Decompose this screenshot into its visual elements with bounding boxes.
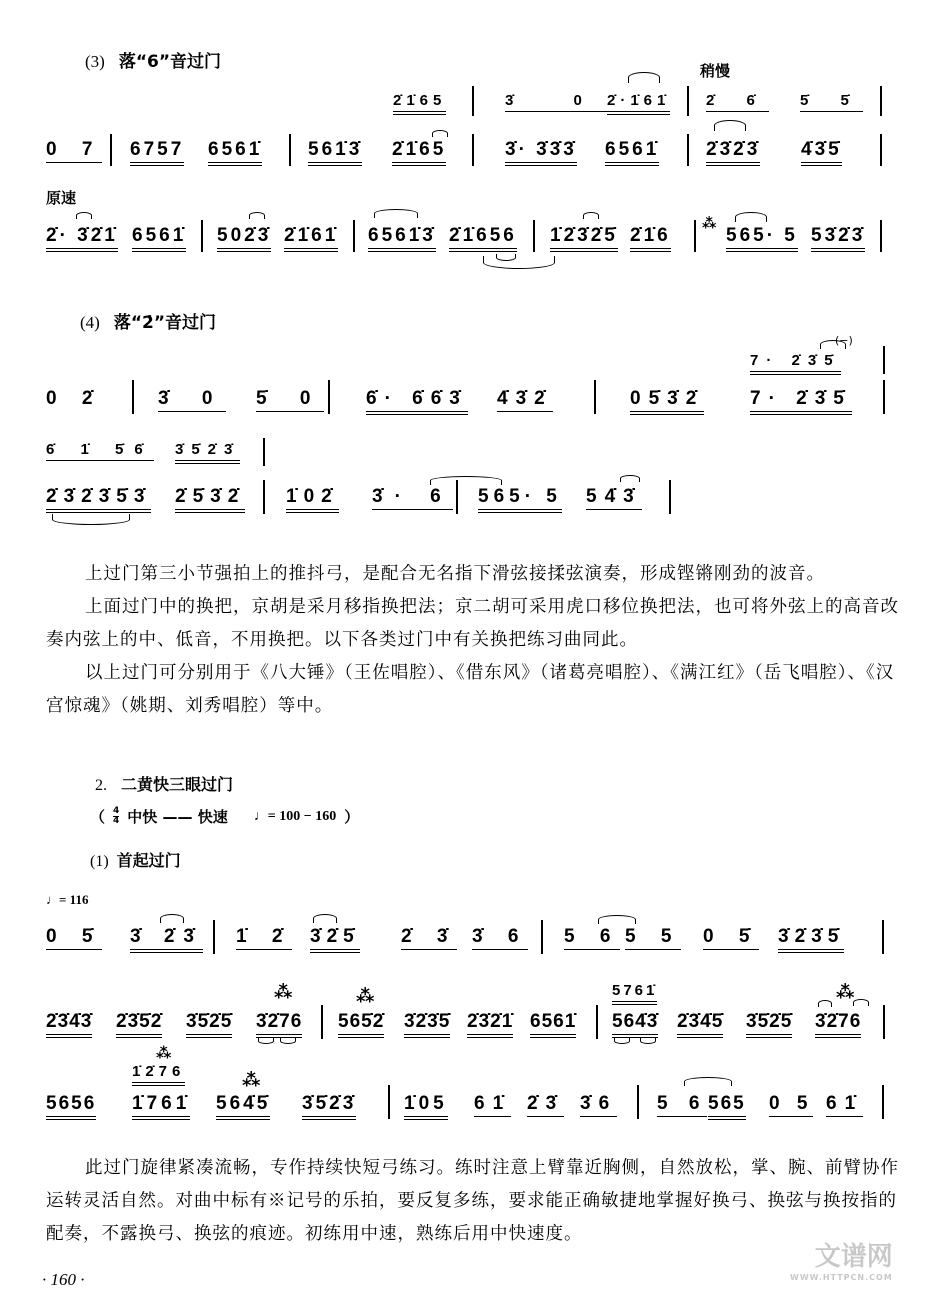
barline bbox=[687, 134, 689, 166]
slur bbox=[640, 1038, 656, 1044]
barline bbox=[321, 1005, 323, 1039]
star-mark: ⁂ bbox=[836, 982, 855, 1003]
barline bbox=[596, 1005, 598, 1039]
note-group: 3̇6 bbox=[580, 1093, 617, 1115]
note-group: 3̇ 0 bbox=[158, 388, 226, 410]
note-group: 1̇2̇3̇2̇5̇ bbox=[550, 225, 618, 247]
barline bbox=[533, 220, 535, 252]
note-group: 2̇5̇3̇2̇ bbox=[175, 486, 245, 508]
slur bbox=[280, 1038, 296, 1044]
note-group: 6757 bbox=[130, 139, 184, 161]
star-mark: ⁂ bbox=[702, 216, 717, 232]
note-group: 3̇2̇5̇ bbox=[310, 926, 360, 948]
slur bbox=[614, 1038, 630, 1044]
slur bbox=[483, 256, 555, 269]
barline bbox=[880, 220, 882, 252]
note-group: 6561̇ bbox=[530, 1011, 576, 1033]
barline bbox=[472, 86, 474, 116]
note-group: 1̇02̇ bbox=[286, 486, 339, 508]
note-group: 565· 5 bbox=[478, 486, 562, 508]
watermark-url: WWW.HTTPCN.COM bbox=[790, 1273, 893, 1282]
note-group: 6561̇ bbox=[605, 139, 659, 161]
slur bbox=[52, 514, 130, 525]
section-4-heading bbox=[80, 308, 216, 333]
note-group: 3̇2̇76 bbox=[815, 1011, 861, 1033]
barline bbox=[880, 86, 882, 116]
slur bbox=[818, 1000, 832, 1007]
note-group: 53̇2̇3̇ bbox=[811, 225, 865, 247]
slur bbox=[432, 130, 448, 137]
note-group: 2̇1̇6 bbox=[630, 225, 671, 247]
slur bbox=[430, 476, 502, 485]
slur bbox=[249, 212, 265, 219]
paragraph: 上面过门中的换把，京胡是采月移指换把法；京二胡可采用虎口移位换把法，也可将外弦上的高音改奏内弦上的中、低音，不用换把。以下各类过门中有关换把练习曲同此。 bbox=[46, 597, 899, 650]
paragraph: 上过门第三小节强拍上的推抖弓，是配合无名指下滑弦接揉弦演奏，形成铿锵刚劲的波音。 bbox=[85, 564, 825, 584]
note-group: 2̇3̇4̇5̇ bbox=[677, 1011, 723, 1033]
note-group: 1̇2̇76 bbox=[132, 1063, 185, 1081]
note-group: 2̇3̇5̇2̇ bbox=[116, 1011, 162, 1033]
note-group: 3̇5̇2̇3̇ bbox=[302, 1093, 356, 1115]
watermark-logo bbox=[790, 1236, 893, 1282]
barline bbox=[669, 480, 671, 514]
section-2-number: 2. bbox=[95, 777, 107, 794]
note-group: 2̇· 3̇2̇1̇ bbox=[46, 225, 118, 247]
note-group: 561̇3̇ bbox=[308, 139, 362, 161]
note-group: 2̇3̇2̇3̇5̇3̇ bbox=[46, 486, 151, 508]
note-group: 1̇05 bbox=[404, 1093, 448, 1115]
note-group: 5656 bbox=[46, 1093, 96, 1115]
note-group: 6̇ 1̇ 5̇6̇ bbox=[46, 441, 154, 459]
note-group: 564̇3̇ bbox=[612, 1011, 658, 1033]
note-group: 565 bbox=[708, 1093, 746, 1115]
note-group: 6561̇ bbox=[132, 225, 186, 247]
barline bbox=[263, 438, 265, 466]
note-group: 0 2̇ bbox=[46, 388, 103, 409]
barline bbox=[694, 220, 696, 252]
slur bbox=[684, 1077, 732, 1086]
barline bbox=[353, 220, 355, 252]
barline bbox=[263, 480, 265, 514]
note-group: 3̇ 0 bbox=[505, 92, 610, 110]
barline bbox=[328, 380, 330, 414]
note-group: 3̇2̇76 bbox=[256, 1011, 302, 1033]
star-mark: ⁂ bbox=[274, 982, 293, 1003]
note-group: 5761̇ bbox=[612, 982, 657, 1000]
slur bbox=[853, 999, 869, 1006]
slur bbox=[76, 212, 92, 219]
barline bbox=[882, 920, 884, 954]
tempo-marking: ♩= 116 bbox=[46, 892, 89, 907]
note-group: 7· 2̇3̇5̇ bbox=[750, 388, 852, 410]
note-group: 1̇761̇ bbox=[132, 1093, 190, 1115]
note-group: 5 6 bbox=[657, 1093, 707, 1115]
tempo-line: （ 4 4 中快 —— 快速 ♩= 100 − 160 ） bbox=[90, 806, 360, 826]
note-group: 5 6 bbox=[564, 926, 620, 948]
section-3-heading bbox=[85, 47, 221, 72]
note-group: 5 5 bbox=[625, 926, 681, 948]
note-group: 4̇3̇5̇ bbox=[801, 139, 842, 161]
section-2-title: 二黄快三眼过门 bbox=[121, 775, 234, 794]
note-group: 2̇ 6̇ bbox=[706, 92, 769, 110]
note-group: 6561̇ bbox=[208, 139, 262, 161]
note-group: 05̇3̇2̇ bbox=[630, 388, 704, 410]
section-4-title: 落“2̇”音过门 bbox=[113, 313, 217, 333]
note-group: 564̇5̇ bbox=[216, 1093, 270, 1115]
note-group: 3̇5̇2̇3̇ bbox=[175, 441, 240, 459]
subsection-1-heading bbox=[90, 848, 181, 871]
slur bbox=[714, 120, 746, 131]
note-group: 2̇3̇4̇3̇ bbox=[46, 1011, 92, 1033]
slur bbox=[583, 212, 599, 219]
note-group: 0 5 bbox=[769, 1093, 813, 1115]
barline bbox=[594, 380, 596, 414]
note-group: 61̇ bbox=[474, 1093, 511, 1115]
note-group: 2̇1̇65 bbox=[393, 92, 446, 110]
paren-mark: (−) bbox=[835, 334, 853, 347]
slur bbox=[620, 475, 640, 482]
barline bbox=[213, 920, 215, 954]
slur bbox=[598, 915, 636, 924]
note-group: 2̇3̇2̇1̇ bbox=[467, 1011, 513, 1033]
note-group: 5̇ 0 bbox=[256, 388, 324, 410]
barline bbox=[456, 480, 458, 514]
note-group: 61̇ bbox=[826, 1093, 863, 1115]
section-2-heading bbox=[95, 772, 233, 795]
star-mark: ⁂ bbox=[156, 1044, 172, 1062]
note-group: 2̇3̇2̇3̇ bbox=[706, 139, 760, 161]
time-signature: 4 4 bbox=[113, 806, 120, 826]
note-group: 3̇2̇3̇5̇ bbox=[404, 1011, 450, 1033]
barline bbox=[472, 134, 474, 166]
note-group: 0 5̇ bbox=[703, 926, 759, 948]
page-number: · 160 · bbox=[42, 1270, 85, 1289]
note-group: 2̇3̇ bbox=[527, 1093, 564, 1115]
slur bbox=[628, 72, 660, 83]
note-group: 3̇2̇3̇5̇ bbox=[778, 926, 844, 948]
barline bbox=[883, 1005, 885, 1039]
barline bbox=[541, 920, 543, 954]
note-group: 0 5̇ bbox=[46, 926, 102, 948]
barline bbox=[201, 220, 203, 252]
note-group: 6561̇3̇ bbox=[368, 225, 436, 247]
slur bbox=[374, 209, 418, 218]
barline bbox=[882, 1085, 884, 1119]
note-group: 3̇· 3̇3̇3̇ bbox=[505, 139, 577, 161]
barline bbox=[132, 380, 134, 414]
barline bbox=[883, 380, 885, 414]
barline bbox=[687, 86, 689, 116]
note-group: 502̇3̇ bbox=[217, 225, 271, 247]
tempo-mark-original: 原速 bbox=[46, 189, 77, 207]
note-group: 5̇ 5̇ bbox=[800, 92, 863, 110]
note-group: 2̇1̇65 bbox=[392, 139, 446, 161]
note-group: 2̇ 3̇ bbox=[401, 926, 457, 948]
tempo-mark-slower: 稍慢 bbox=[700, 62, 731, 80]
note-group: 3̇5̇2̇5̇ bbox=[186, 1011, 232, 1033]
paragraph: 此过门旋律紧凑流畅，专作持续快短弓练习。练时注意上臂靠近胸侧，自然放松，掌、腕、前臂协作运转灵活自然。对曲中标有※记号的乐拍，要反复多练，要求能正确敏捷地掌握好换弓、换弦与换按指的配奏，不露换弓、换弦的痕迹。初练用中速，熟练后用中快速度。 bbox=[46, 1158, 899, 1244]
barline bbox=[289, 134, 291, 166]
section-3-title: 落“6”音过门 bbox=[118, 52, 222, 72]
barline bbox=[637, 1085, 639, 1119]
section-4-number: (4) bbox=[80, 313, 100, 332]
note-group: 4̇3̇2̇ bbox=[497, 388, 553, 410]
slur bbox=[313, 914, 337, 923]
note-group: 6̇· 6̇6̇3̇ bbox=[366, 388, 468, 410]
slur bbox=[496, 254, 516, 261]
paragraph: 以上过门可分别用于《八大锤》（王佐唱腔）、《借东风》（诸葛亮唱腔）、《满江红》（岳飞唱腔）、《汉宫惊魂》（姚期、刘秀唱腔）等中。 bbox=[46, 663, 895, 716]
slur bbox=[160, 914, 184, 923]
note-group: 3̇ 2̇3̇ bbox=[130, 926, 203, 948]
slur bbox=[258, 1038, 274, 1044]
note-group: 3̇· 6 bbox=[372, 486, 453, 508]
note-group: 3̇5̇2̇5̇ bbox=[746, 1011, 792, 1033]
note-group: 1̇ 2̇ bbox=[236, 926, 292, 948]
subsection-1-title: 首起过门 bbox=[116, 851, 181, 870]
note-group: 565̇2̇ bbox=[338, 1011, 384, 1033]
note-group: 7· 2̇3̇5̇ bbox=[750, 352, 841, 370]
star-mark: ⁂ bbox=[356, 986, 375, 1007]
barline bbox=[388, 1085, 390, 1119]
note-group: 2̇1̇656 bbox=[449, 225, 517, 247]
watermark-text: 文谱网 bbox=[814, 1242, 893, 1272]
subsection-1-number: (1) bbox=[90, 853, 109, 870]
note-group: 3̇ 6 bbox=[472, 926, 528, 948]
barline bbox=[883, 346, 885, 374]
note-group: 54̇3̇ bbox=[586, 486, 642, 508]
note-group: 0 7 bbox=[46, 139, 102, 161]
note-group: 565· 5 bbox=[726, 225, 798, 247]
note-group: 2̇1̇61̇ bbox=[284, 225, 338, 247]
star-mark: ⁂ bbox=[242, 1070, 261, 1091]
section-3-number: (3) bbox=[85, 52, 105, 71]
slur bbox=[735, 212, 767, 222]
slur bbox=[820, 340, 846, 349]
barline bbox=[110, 134, 112, 166]
barline bbox=[880, 134, 882, 166]
note-group: 2̇·1̇61̇ bbox=[607, 92, 670, 110]
